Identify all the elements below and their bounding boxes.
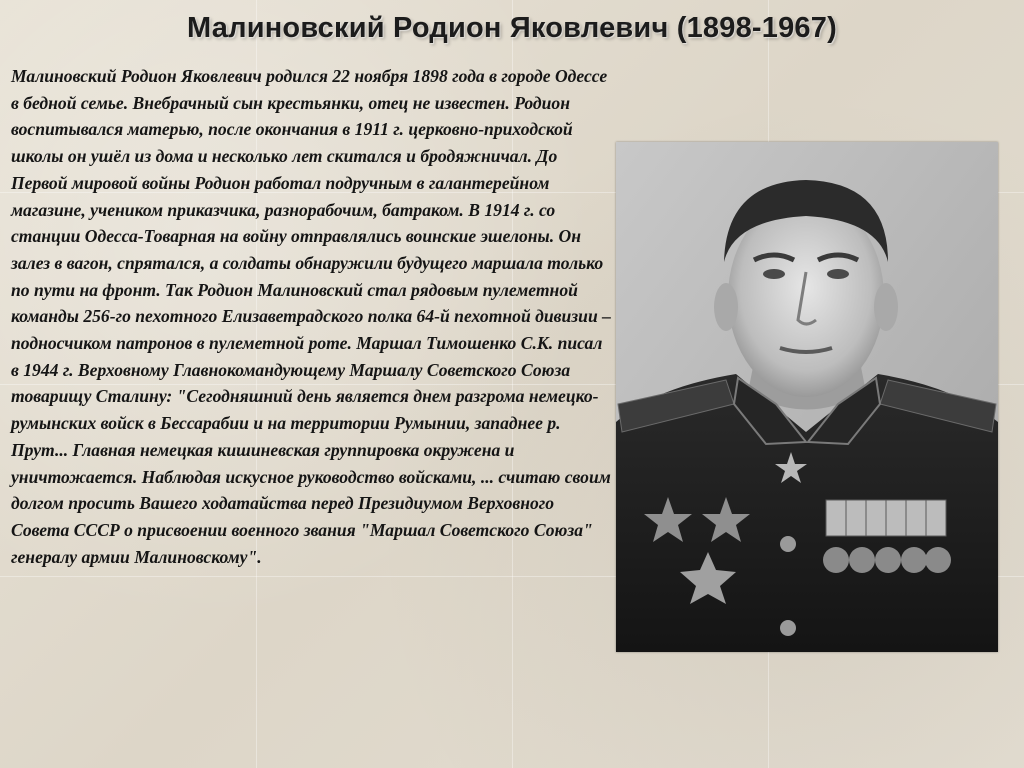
portrait-illustration: [616, 142, 998, 652]
slide-title: Малиновский Родион Яковлевич (1898-1967): [187, 12, 837, 44]
biography-text: Малиновский Родион Яковлевич родился 22 ноября 1898 года в городе Одессе в бедной семье. Внебрачный сын крестьянки, отец не известен. Родион воспитывался матерью, после окончания в 1911 г. церковно-приходской школы он ушёл из дома и несколько лет скитался и бродяжничал. До Первой мировой войны Родион работал подручным в галантерейном магазине, учеником приказчика, разнорабочим, батраком. В 1914 г. со станции Одесса-Товарная на войну отправлялись воинские эшелоны. Он залез в вагон, спрятался, а солдаты обнаружили будущего маршала только по пути на фронт. Так Родион Малиновский стал рядовым пулеметной команды 256-го пехотного Елизаветрадского полка 64-й пехотной дивизии – подносчиком патронов в пулеметной роте. Маршал Тимошенко С.К. писал в 1944 г. Верховному Главнокомандующему Маршалу Советского Союза товарищу Сталину: "Сегодняшний день является днем разгрома немецко-румынских войск в Бессарабии и на территории Румынии, западнее р. Прут... Главная немецкая кишиневская группировка окружена и уничтожается. Наблюдая искусное руководство войсками, ... считаю своим долгом просить Вашего ходатайства перед Президиумом Верховного Совета СССР о присвоении военного звания "Маршал Советского Союза" генералу армии Малиновскому".: [11, 66, 611, 567]
portrait-photo: [616, 142, 998, 652]
